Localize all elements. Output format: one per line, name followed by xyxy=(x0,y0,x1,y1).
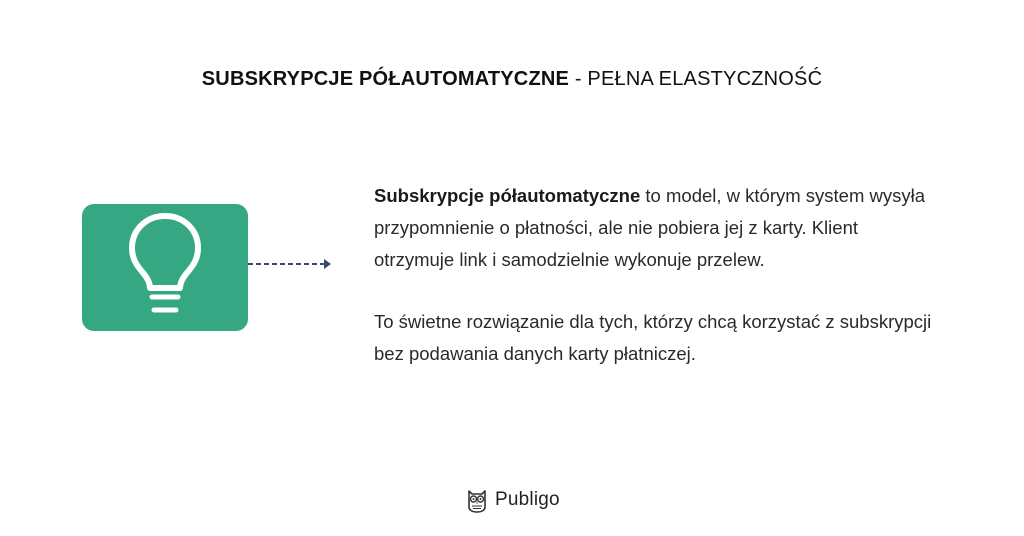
brand-name: Publigo xyxy=(495,489,560,510)
paragraph-2: To świetne rozwiązanie dla tych, którzy chcą korzystać z subskrypcji bez podawania danych karty płatniczej. xyxy=(374,311,932,364)
paragraph-1-bold: Subskrypcje półautomatyczne xyxy=(374,185,641,206)
paragraph-1 xyxy=(374,180,934,276)
brand-logo xyxy=(466,484,560,516)
lightbulb-icon xyxy=(82,204,248,331)
lightbulb-card xyxy=(82,204,248,331)
page-title xyxy=(0,68,1024,91)
title-bold: SUBSKRYPCJE PÓŁAUTOMATYCZNE xyxy=(201,68,570,90)
paragraph-1-rest: to model, w którym system wysyła przypomnienie o płatności, ale nie pobiera jej z karty. Klient otrzymuje link i samodzielnie wykonuje przelew. xyxy=(374,185,926,270)
description xyxy=(374,180,934,370)
dashed-arrow xyxy=(246,256,336,272)
title-rest: - PEŁNA ELASTYCZNOŚĆ xyxy=(569,68,823,90)
owl-icon xyxy=(466,487,488,513)
